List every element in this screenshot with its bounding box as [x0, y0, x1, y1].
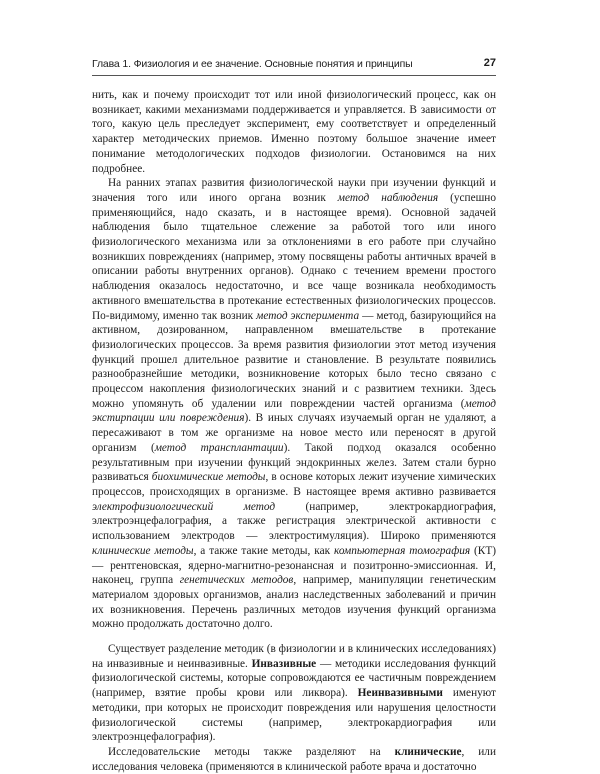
text-run: , а также такие методы, как: [193, 544, 334, 557]
text-run: На ранних этапах развития физиологической науки при изучении функций и значения того или иного органа возник: [92, 177, 496, 204]
text-run: (КТ) — рентгеновская, ядерно-магнитно-резонансная и позитронно-эмиссионная. И, наконец, группа: [92, 544, 496, 587]
text-run: именуют методики, при которых не происходит повреждения или нарушения целостности физиологической системы (например, электрокардиография или электроэнцефалография).: [92, 687, 496, 744]
text-run: , например, манипуляции генетическим материалом здоровых организмов, анализ наследственных заболеваний и причин их возникновения. Перечень различных методов изучения функций организма можно продолжать достаточно долго.: [92, 574, 496, 631]
page-number: 27: [483, 57, 496, 69]
text-run: ). В иных случаях изучаемый орган не удаляют, а пересаживают в том же организме на новое место или переносят в другой организм (: [92, 412, 496, 454]
italic-term: электрофизиологический метод: [92, 500, 276, 513]
text-run: нить, как и почему происходит тот или иной физиологический процесс, как он возникает, какими механизмами поддерживается и управляется. В зависимости от того, какую цель преследует эксперимент, ему соответствует и определенный характер методических приемов. Именно поэтому большое значение имеет понимание методологических подходов физиологии. Остановимся на них подробнее.: [92, 89, 496, 175]
text-run: Существует разделение методик (в физиологии и в клинических исследованиях) на инвазивные и неинвазивные.: [92, 643, 496, 670]
paragraph: [92, 176, 496, 632]
body-text: [92, 88, 496, 774]
bold-term: Неинвазивными: [357, 687, 443, 700]
italic-term: метод трансплантации: [154, 441, 284, 454]
paragraph: [92, 642, 496, 745]
italic-term: компьютерная томография: [333, 544, 471, 557]
text-run: (успешно применяющийся, надо сказать, и в настоящее время). Основной задачей наблюдения было тщательное слежение за работой того или иного физиологического механизма или за отклонениями в его работе при случайно возникших повреждениях (например, этому посвящены работы античных врачей в описании работы внутренних органов). Однако с течением времени простого наблюдения оказалось недостаточно, и все чаще возникала необходимость активного вмешательства в протекание естественных физиологических процессов. По-видимому, именно так возник: [92, 191, 496, 322]
header-rule: [92, 75, 496, 76]
paragraph: [92, 745, 496, 774]
italic-term: метод экстирпации или повреждения: [92, 397, 496, 425]
running-header: [92, 58, 496, 74]
text-run: (например, электрокардиография, электроэнцефалография, а также регистрация электрической активности с использованием электродов — электростимуляция). Широко применяются: [92, 500, 496, 543]
paragraph: [92, 88, 496, 176]
italic-term: метод эксперимента: [256, 309, 360, 322]
text-run: — метод, базирующийся на активном, дозированном, направленном вмешательстве в протекание физиологических процессов. За время развития физиологии этот метод изучения функций прошел длительное развитие и становление. В результате появились разнообразнейшие методики, возникновение которых было тесно связано с процессом накопления физиологических знаний и с развитием техники. Здесь можно упомянуть об удалении или повреждении частей организма (: [92, 309, 496, 410]
italic-term: генетических методов: [179, 574, 294, 587]
italic-term: метод наблюдения: [337, 191, 439, 204]
text-run: , в основе которых лежит изучение химических процессов, происходящих в организме. В настоящее время активно развивается: [92, 471, 496, 498]
bold-term: клинические: [394, 745, 462, 758]
text-run: Исследовательские методы также разделяют на: [108, 745, 395, 758]
italic-term: клинические методы: [92, 544, 194, 557]
text-run: ). Такой подход оказался особенно результативным при изучении функций эндокринных желез. Затем стали бурно развиваться: [92, 441, 496, 484]
text-run: , или исследования человека (применяются в клинической работе врача и достаточно: [92, 745, 496, 773]
italic-term: биохимические методы: [151, 471, 266, 484]
bold-term: Инвазивные: [251, 657, 317, 670]
text-run: — методики исследования функций физиологической системы, которые сопровождаются ее частичным повреждением (например, взятие пробы крови или ликвора).: [92, 657, 496, 700]
chapter-title: Глава 1. Физиология и ее значение. Основные понятия и принципы: [92, 58, 413, 70]
